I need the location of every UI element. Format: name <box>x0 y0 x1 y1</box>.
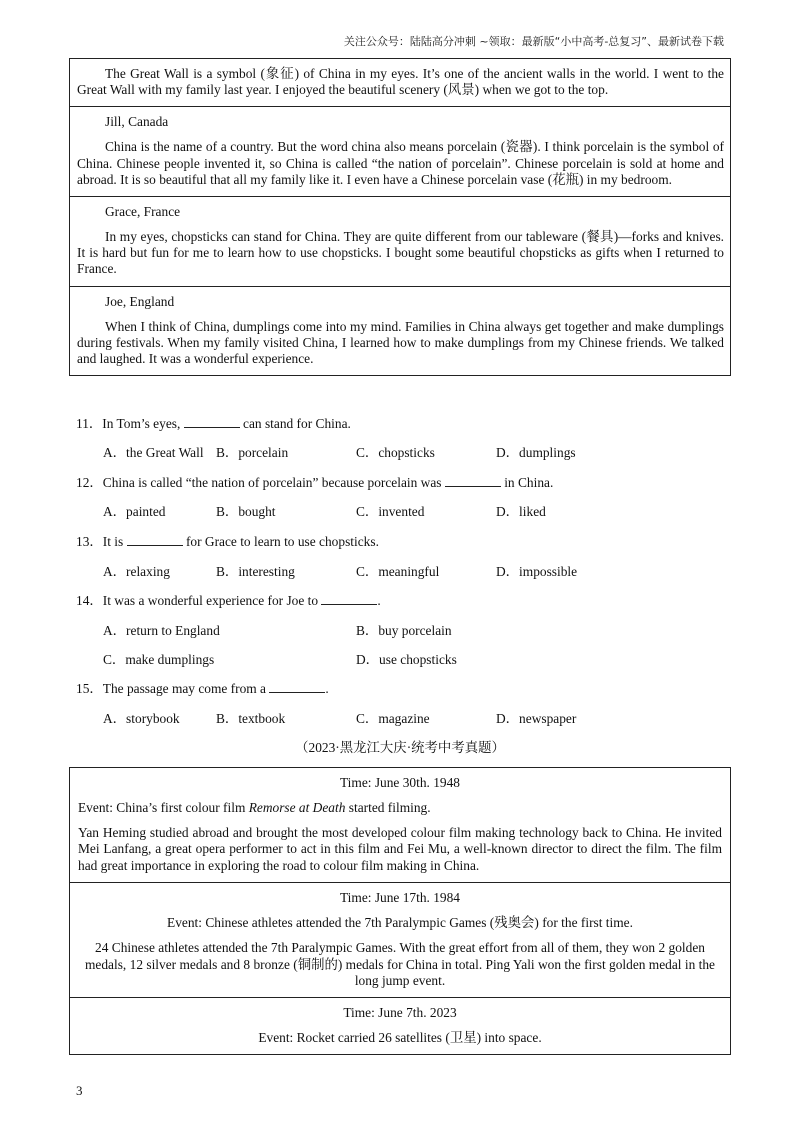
event-1948-time: Time: June 30th. 1948 <box>339 775 461 790</box>
question-12: 12．China is called “the nation of porcelain” because porcelain was in China. <box>76 475 554 490</box>
joe-cell <box>70 286 730 376</box>
q12-option-a[interactable]: A．painted <box>103 504 166 519</box>
q15-option-c[interactable]: C．magazine <box>356 711 430 726</box>
q13-option-a[interactable]: A．relaxing <box>103 564 170 579</box>
tom-cell <box>70 59 730 106</box>
q14-option-c[interactable]: C．make dumplings <box>103 652 215 667</box>
q13-option-b[interactable]: B．interesting <box>216 564 295 579</box>
q13-option-c[interactable]: C．meaningful <box>356 564 440 579</box>
page-number: 3 <box>76 1083 83 1098</box>
joe-name: Joe, England <box>105 293 175 309</box>
answer-blank <box>321 594 377 605</box>
answer-blank <box>445 476 501 487</box>
q12-option-d[interactable]: D．liked <box>496 504 546 519</box>
event-2023-time: Time: June 7th. 2023 <box>343 1005 457 1021</box>
q14-option-a[interactable]: A．return to England <box>103 623 220 638</box>
tom-text: The Great Wall is a symbol (象征) of China in my eyes. It’s one of the ancient walls in the world. I went to the Great Wall with my family last year. I enjoyed the beautiful scenery (风景) when we got to the top. <box>77 66 724 98</box>
page-header: 关注公众号：陆陆高分冲刺 ~领取：最新版“小中高考-总复习”、最新试卷下载 <box>343 35 724 48</box>
event-1948-text: Yan Heming studied abroad and brought the most developed colour film making technology back to China. He invited Mei Lanfang, a great opera performer to act in this film and Fei Mu, a well-known director to direct the film. The film had great importance in exploring the road to colour film making in China. <box>78 825 722 873</box>
timeline-table <box>69 767 731 1055</box>
question-11: 11．In Tom’s eyes, can stand for China. <box>76 416 351 431</box>
event-1984-title: Event: Chinese athletes attended the 7th Paralympic Games (残奥会) for the first time. <box>167 915 633 931</box>
film-title: Remorse at Death <box>248 800 346 815</box>
q13-option-d[interactable]: D．impossible <box>496 564 578 579</box>
answer-blank <box>269 682 325 693</box>
grace-name: Grace, France <box>105 204 181 220</box>
event-2023-title: Event: Rocket carried 26 satellites (卫星) into space. <box>258 1030 542 1046</box>
q14-option-d[interactable]: D．use chopsticks <box>356 652 457 667</box>
question-14: 14．It was a wonderful experience for Joe to . <box>76 593 381 608</box>
answer-blank <box>184 417 240 428</box>
event-2023-cell <box>70 997 730 1054</box>
q14-option-b[interactable]: B．buy porcelain <box>356 623 452 638</box>
event-1984-time: Time: June 17th. 1984 <box>339 890 461 906</box>
grace-text: In my eyes, chopsticks can stand for China. They are quite different from our tableware (餐具)—forks and knives. It is hard but fun for me to learn how to use chopsticks. I bought some beautiful chopsticks as gifts when I returned to France. <box>77 229 724 277</box>
source-citation: （2023·黑龙江大庆·统考中考真题） <box>295 740 505 755</box>
question-15: 15．The passage may come from a . <box>76 681 329 696</box>
q12-option-c[interactable]: C．invented <box>356 504 425 519</box>
event-1984-cell <box>70 882 730 997</box>
q11-option-a[interactable]: A．the Great Wall <box>103 445 204 460</box>
q11-option-b[interactable]: B．porcelain <box>216 445 289 460</box>
joe-text: When I think of China, dumplings come into my mind. Families in China always get together and make dumplings during festivals. When my family visited China, I learned how to make dumplings from my Chinese friends. We talked and laughed. It was a wonderful experience. <box>77 318 724 367</box>
event-1948-cell <box>70 768 730 882</box>
grace-cell <box>70 196 730 286</box>
jill-name: Jill, Canada <box>105 114 169 130</box>
q15-option-b[interactable]: B．textbook <box>216 711 286 726</box>
answer-blank <box>127 535 183 546</box>
jill-text: China is the name of a country. But the word china also means porcelain (瓷器). I think porcelain is the symbol of China. Chinese people invented it, so China is called “the nation of porcelain”. Chinese porcelain is sold at home and abroad. It is so beautiful that all my family like it. I even have a Chinese porcelain vase (花瓶) in my bedroom. <box>77 139 724 187</box>
event-1984-text: 24 Chinese athletes attended the 7th Paralympic Games. With the great effort from all of them, they won 2 golden medals, 12 silver medals and 8 bronze (铜制的) medals for China in total. Ping Yali won the first golden medal in the long jump event. <box>85 940 715 989</box>
reading-table <box>69 58 731 376</box>
q11-option-c[interactable]: C．chopsticks <box>356 445 435 460</box>
q15-option-a[interactable]: A．storybook <box>103 711 180 726</box>
q11-option-d[interactable]: D．dumplings <box>496 445 576 460</box>
event-1948-title: Event: China’s first colour film Remorse at Death started filming. <box>78 800 431 815</box>
jill-cell <box>70 106 730 196</box>
question-13: 13．It is for Grace to learn to use chopsticks. <box>76 534 379 549</box>
q12-option-b[interactable]: B．bought <box>216 504 276 519</box>
q15-option-d[interactable]: D．newspaper <box>496 711 577 726</box>
